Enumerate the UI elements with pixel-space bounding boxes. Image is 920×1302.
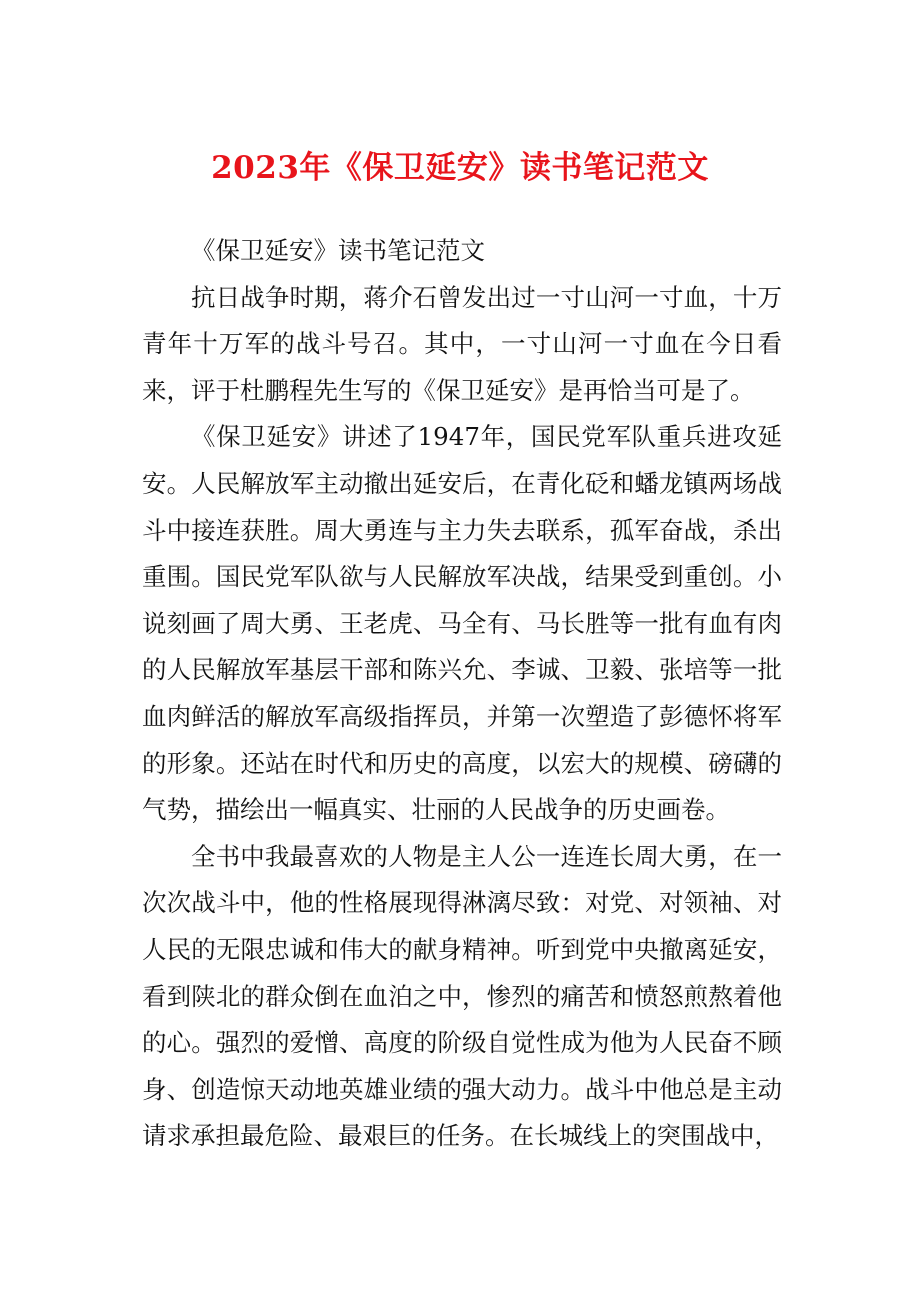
- paragraph: 抗日战争时期，蒋介石曾发出过一寸山河一寸血，十万青年十万军的战斗号召。其中，一寸山河一寸血在今日看来，评于杜鹏程先生写的《保卫延安》是再恰当可是了。: [142, 282, 782, 405]
- document-title: 2023年《保卫延安》读书笔记范文: [211, 150, 709, 186]
- paragraph: 《保卫延安》讲述了1947年，国民党军队重兵进攻延安。人民解放军主动撤出延安后，在青化砭和蟠龙镇两场战斗中接连获胜。周大勇连与主力失去联系，孤军奋战，杀出重围。国民党军队欲与人民解放军决战，结果受到重创。小说刻画了周大勇、王老虎、马全有、马长胜等一批有血有肉的人民解放军基层干部和陈兴允、李诚、卫毅、张培等一批血肉鲜活的解放军高级指挥员，并第一次塑造了彭德怀将军的形象。还站在时代和历史的高度，以宏大的规模、磅礴的气势，描绘出一幅真实、壮丽的人民战争的历史画卷。: [142, 422, 782, 825]
- document-body: [142, 228, 782, 1160]
- paragraph: 全书中我最喜欢的人物是主人公一连连长周大勇，在一次次战斗中，他的性格展现得淋漓尽致：对党、对领袖、对人民的无限忠诚和伟大的献身精神。听到党中央撤离延安，看到陕北的群众倒在血泊之中，惨烈的痛苦和愤怒煎熬着他的心。强烈的爱憎、高度的阶级自觉性成为他为人民奋不顾身、创造惊天动地英雄业绩的强大动力。战斗中他总是主动请求承担最危险、最艰巨的任务。在长城线上的突围战中，: [142, 841, 782, 1151]
- paragraph: 《保卫延安》读书笔记范文: [191, 236, 485, 265]
